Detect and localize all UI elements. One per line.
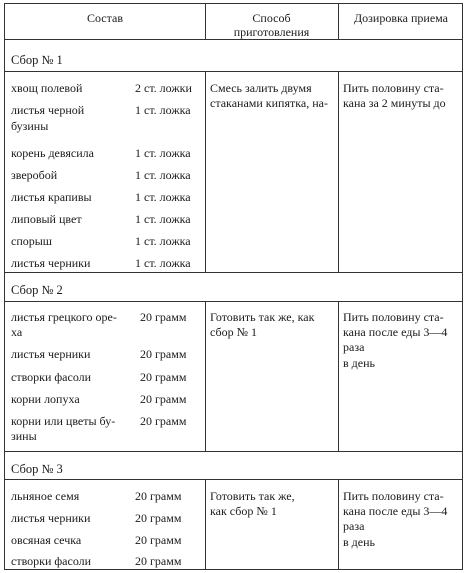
section-3-divider — [5, 479, 462, 480]
ingredient-3-1-amount: 20 грамм — [135, 489, 182, 503]
dosage-2-line1: Пить половину ста- — [343, 310, 444, 324]
ingredient-2-5-name-l2: зины — [11, 429, 37, 443]
ingredient-1-2-amount: 1 ст. ложка — [135, 103, 191, 117]
section-1-divider — [5, 71, 462, 72]
ingredient-2-1-name-l1: листья грецкого оре- — [11, 310, 117, 324]
ingredient-3-4-name: створки фасоли — [11, 554, 92, 568]
ingredient-2-1-name-l2: ха — [11, 325, 23, 339]
ingredient-1-1-amount: 2 ст. ложки — [135, 81, 192, 95]
method-3-line2: как сбор № 1 — [210, 504, 277, 518]
ingredient-1-5-amount: 1 ст. ложка — [135, 190, 191, 204]
col-divider-1-s2 — [205, 301, 206, 451]
header-composition: Состав — [86, 11, 123, 25]
col-divider-2-s3 — [338, 479, 339, 570]
col-divider-2 — [338, 4, 339, 39]
header-divider — [5, 39, 462, 40]
section-2-title: Сбор № 2 — [11, 283, 63, 297]
ingredient-2-5-amount: 20 грамм — [140, 414, 187, 428]
ingredient-1-3-amount: 1 ст. ложка — [135, 146, 191, 160]
section-3-top — [5, 451, 462, 452]
method-3-line1: Готовить так же, — [210, 489, 295, 503]
ingredient-3-3-name: овсяная сечка — [11, 533, 82, 547]
section-1-title: Сбор № 1 — [11, 53, 63, 67]
header-dosage: Дозировка приема — [354, 11, 448, 25]
ingredient-1-6-amount: 1 ст. ложка — [135, 212, 191, 226]
ingredient-2-3-name: створки фасоли — [11, 370, 92, 384]
ingredient-3-2-name: листья черники — [11, 511, 91, 525]
method-2-line1: Готовить так же, как — [210, 310, 315, 324]
ingredient-2-2-amount: 20 грамм — [140, 347, 187, 361]
ingredient-2-1-amount: 20 грамм — [140, 310, 187, 324]
col-divider-2-s1 — [338, 71, 339, 272]
col-divider-2-s2 — [338, 301, 339, 451]
dosage-1-line2: кана за 2 минуты до — [343, 96, 446, 110]
col-divider-1 — [205, 4, 206, 39]
ingredient-1-3-name: корень девясила — [11, 146, 94, 160]
ingredient-2-5-name-l1: корни или цветы бу- — [11, 414, 116, 428]
ingredient-1-7-name: спорыш — [11, 234, 53, 248]
dosage-3-line3: раза — [343, 519, 365, 533]
ingredient-2-2-name: листья черники — [11, 347, 91, 361]
method-1-line1: Смесь залить двумя — [210, 81, 312, 95]
ingredient-1-8-amount: 1 ст. ложка — [135, 256, 191, 270]
ingredient-3-3-amount: 20 грамм — [135, 533, 182, 547]
ingredient-1-5-name: листья крапивы — [11, 190, 92, 204]
ingredient-1-1-name: хвощ полевой — [11, 81, 83, 95]
dosage-2-line4: в день — [343, 356, 375, 370]
header-method-line1: Способ — [252, 11, 291, 25]
section-2-top — [5, 272, 462, 273]
ingredient-1-4-amount: 1 ст. ложка — [135, 168, 191, 182]
ingredient-3-1-name: льняное семя — [11, 489, 80, 503]
ingredient-3-2-amount: 20 грамм — [135, 511, 182, 525]
ingredient-1-2-name-l2: бузины — [11, 119, 49, 133]
col-divider-1-s3 — [205, 479, 206, 570]
dosage-3-line2: кана после еды 3—4 — [343, 504, 448, 518]
col-divider-1-s1 — [205, 71, 206, 272]
ingredient-1-2-name-l1: листья черной — [11, 103, 85, 117]
dosage-2-line3: раза — [343, 340, 365, 354]
method-2-line2: сбор № 1 — [210, 325, 258, 339]
section-3-title: Сбор № 3 — [11, 462, 63, 476]
ingredient-1-8-name: листья черники — [11, 256, 91, 270]
ingredient-1-7-amount: 1 ст. ложка — [135, 234, 191, 248]
dosage-3-line4: в день — [343, 535, 375, 549]
ingredient-2-4-amount: 20 грамм — [140, 392, 187, 406]
ingredient-1-4-name: зверобой — [11, 168, 58, 182]
dosage-1-line1: Пить половину ста- — [343, 81, 444, 95]
method-1-line2: стаканами кипятка, на- — [210, 96, 328, 110]
recipe-table — [4, 3, 463, 570]
header-method-line2: приготовления — [233, 25, 310, 39]
ingredient-2-3-amount: 20 грамм — [140, 370, 187, 384]
ingredient-3-4-amount: 20 грамм — [135, 554, 182, 568]
dosage-2-line2: кана после еды 3—4 — [343, 325, 448, 339]
ingredient-2-4-name: корни лопуха — [11, 392, 80, 406]
dosage-3-line1: Пить половину ста- — [343, 489, 444, 503]
section-2-divider — [5, 301, 462, 302]
ingredient-1-6-name: липовый цвет — [11, 212, 82, 226]
